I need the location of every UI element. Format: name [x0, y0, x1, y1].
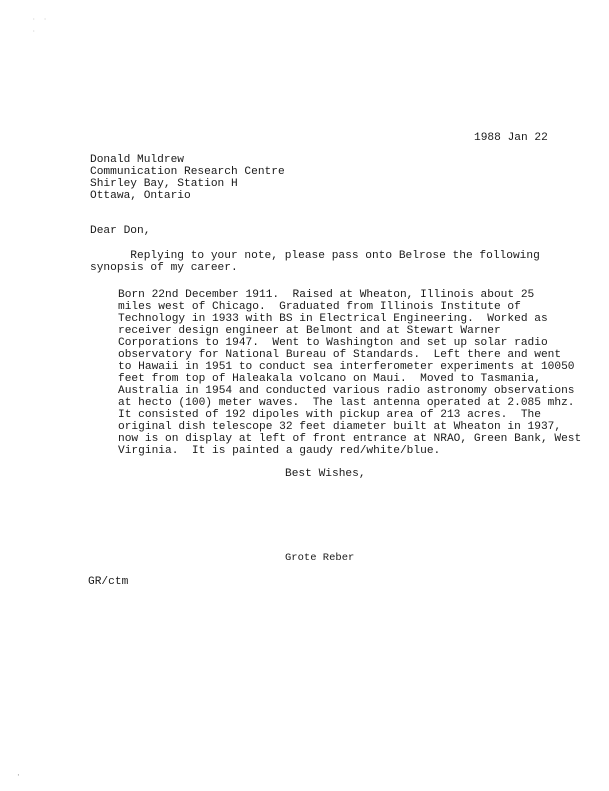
career-line: It consisted of 192 dipoles with pickup area of 213 acres. The [118, 409, 541, 421]
career-line: Technology in 1933 with BS in Electrical Engineering. Worked as [118, 313, 548, 325]
letter-date: 1988 Jan 22 [474, 132, 548, 144]
career-paragraph [118, 289, 582, 457]
career-line: Corporations to 1947. Went to Washington and set up solar radio [118, 337, 548, 349]
career-line: Virginia. It is painted a gaudy red/white/blue. [118, 445, 441, 457]
recipient-line: Shirley Bay, Station H [90, 178, 238, 190]
signature-name: Grote Reber [285, 552, 355, 564]
recipient-address [90, 154, 285, 202]
intro-line: synopsis of my career. [90, 262, 238, 274]
recipient-line: Communication Research Centre [90, 166, 285, 178]
recipient-line: Ottawa, Ontario [90, 190, 191, 202]
career-line: original dish telescope 32 feet diameter built at Wheaton in 1937, [118, 421, 562, 433]
salutation: Dear Don, [90, 225, 151, 237]
career-line: Born 22nd December 1911. Raised at Wheaton, Illinois about 25 [118, 289, 535, 301]
scan-mark-top: · · · [32, 16, 49, 35]
intro-line: Replying to your note, please pass onto Belrose the following [90, 250, 540, 262]
scan-mark-bottom: · [16, 771, 21, 780]
recipient-line: Donald Muldrew [90, 154, 184, 166]
career-line: miles west of Chicago. Graduated from Illinois Institute of [118, 301, 521, 313]
career-line: at hecto (100) meter waves. The last antenna operated at 2.085 mhz. [118, 397, 575, 409]
closing: Best Wishes, [285, 468, 366, 480]
career-line: feet from top of Haleakala volcano on Maui. Moved to Tasmania, [118, 373, 541, 385]
intro-paragraph [90, 250, 540, 274]
career-line: Australia in 1954 and conducted various radio astronomy observations [118, 385, 575, 397]
career-line: to Hawaii in 1951 to conduct sea interferometer experiments at 10050 [118, 361, 575, 373]
career-line: observatory for National Bureau of Standards. Left there and went [118, 349, 562, 361]
career-line: receiver design engineer at Belmont and at Stewart Warner [118, 325, 501, 337]
career-line: now is on display at left of front entrance at NRAO, Green Bank, West [118, 433, 582, 445]
typist-initials: GR/ctm [88, 576, 129, 588]
